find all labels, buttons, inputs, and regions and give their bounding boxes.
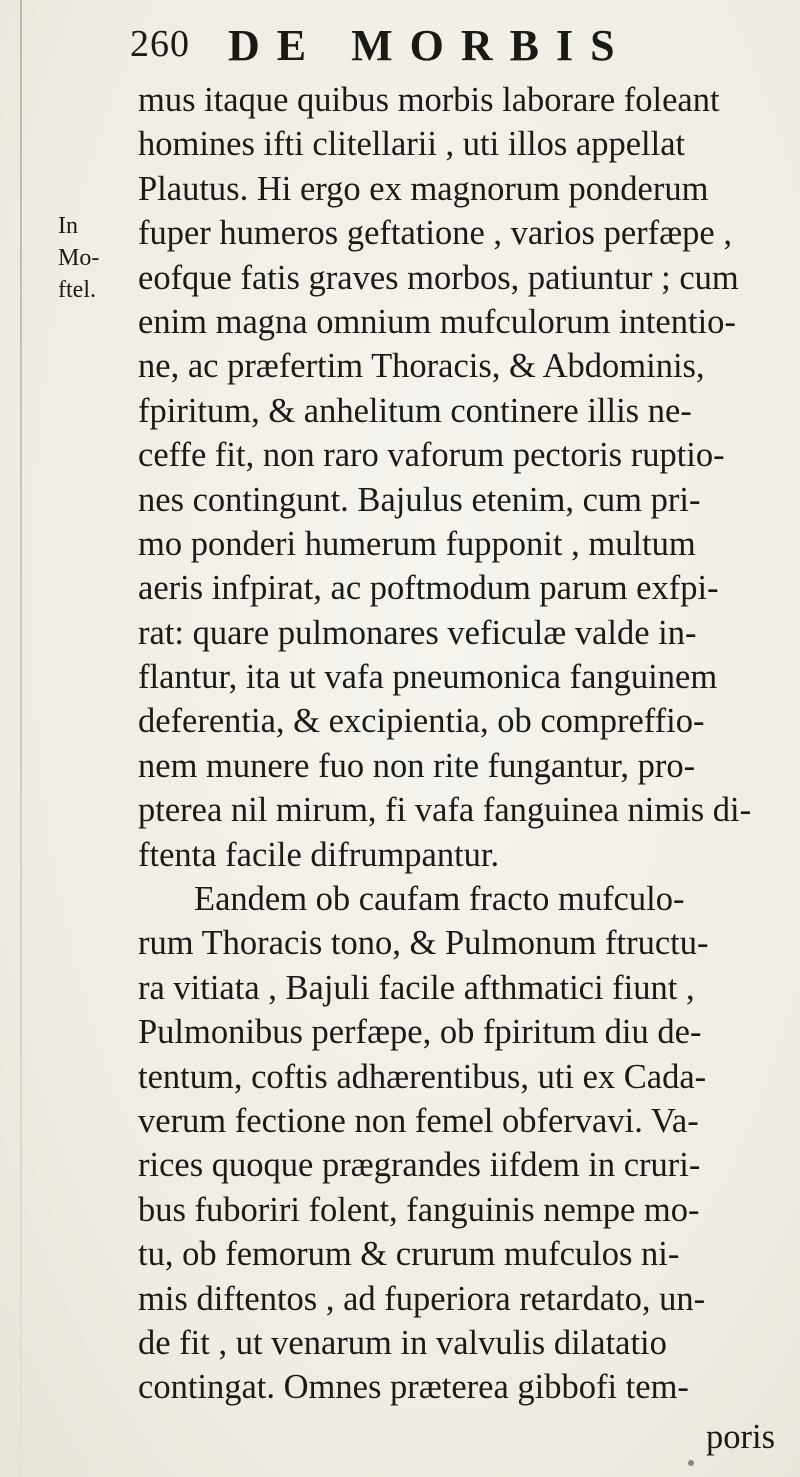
text-line: verum fectione non femel obfervavi. Va- [138,1101,699,1140]
margin-note-line: In Mo- [58,213,100,271]
text-line: fuper humeros geftatione , varios perfæpe , [138,214,732,253]
text-line: Plautus. Hi ergo ex magnorum ponderum [138,169,709,208]
text-line: tentum, coftis adhærentibus, uti ex Cada- [138,1057,707,1096]
text-line: flantur, ita ut vafa pneumonica fanguinem [138,658,718,697]
text-line: bus fuboriri folent, fanguinis nempe mo- [138,1190,700,1229]
text-line: eofque fatis graves morbos, patiuntur ; cum [138,258,739,297]
text-line: ne, ac præfertim Thoracis, & Abdominis, [138,347,705,386]
page-header [130,14,690,74]
text-line: rices quoque prægrandes iifdem in cruri- [138,1146,701,1185]
text-line: fpiritum, & anhelitum continere illis ne- [138,391,692,430]
text-line: mus itaque quibus morbis laborare foleant [138,81,720,119]
text-line: Eandem ob caufam fracto mufculo- [194,880,685,919]
text-line: pterea nil mirum, fi vafa fanguinea nimis di- [138,791,752,830]
paper-speck [688,1460,694,1466]
body-text [138,78,798,1410]
text-line: enim magna omnium mufculorum intentio- [138,302,736,341]
text-line: deferentia, & excipientia, ob compreffio- [138,702,705,741]
text-line: nes contingunt. Bajulus etenim, cum pri- [138,480,701,519]
text-line: tu, ob femorum & crurum mufculos ni- [138,1235,680,1274]
text-line: Pulmonibus perfæpe, ob fpiritum diu de- [138,1013,702,1052]
text-line: mo ponderi humerum fupponit , multum [138,524,696,563]
catchword: poris [706,1418,775,1456]
text-line: de fit , ut venarum in valvulis dilatatio [138,1323,667,1362]
text-line: rum Thoracis tono, & Pulmonum ftructu- [138,924,709,963]
margin-note [58,210,118,306]
page-number: 260 [130,23,190,65]
text-line: contingat. Omnes præterea gibbofi tem- [138,1368,689,1407]
margin-note-line: ftel. [58,277,96,303]
text-line: mis diftentos , ad fuperiora retardato, un- [138,1279,706,1318]
text-line: ceffe fit, non raro vaforum pectoris ruptio- [138,436,725,475]
text-line: ftenta facile difrumpantur. [138,835,500,874]
text-line: rat: quare pulmonares veficulæ valde in- [138,613,697,652]
running-title: DE MORBIS [228,21,632,70]
text-line: nem munere fuo non rite fungantur, pro- [138,746,696,785]
text-line: aeris infpirat, ac poftmodum parum exfpi- [138,569,719,608]
text-line: homines ifti clitellarii , uti illos appellat [138,125,686,164]
text-line: ra vitiata , Bajuli facile afthmatici fiunt , [138,968,695,1007]
page-gutter-edge [20,0,22,1477]
